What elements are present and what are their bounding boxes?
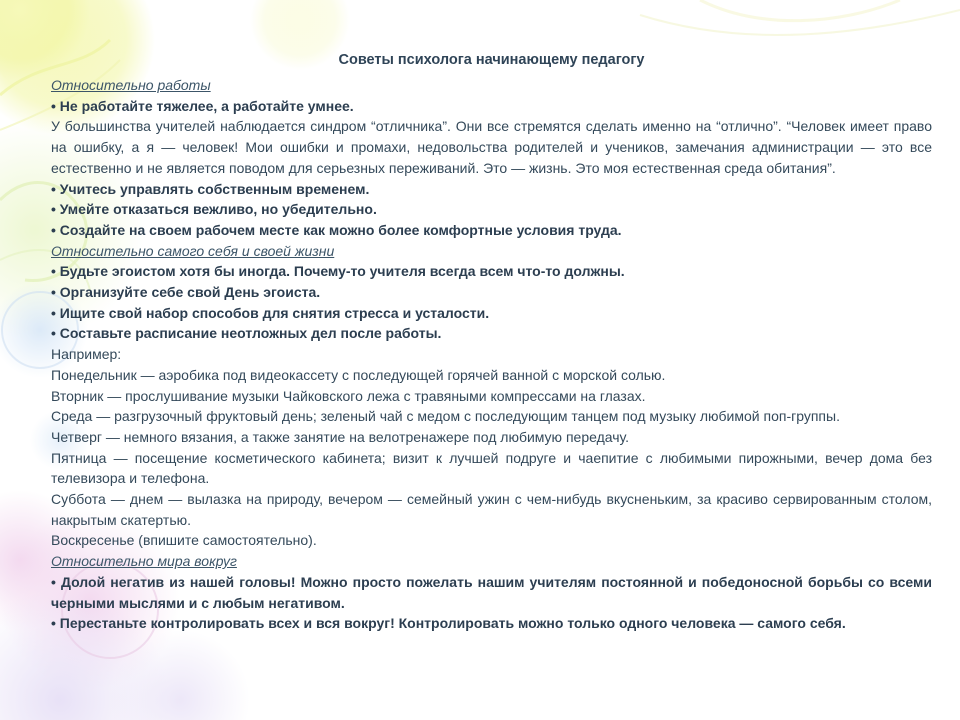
schedule-wednesday: Среда — разгрузочный фруктовый день; зеленый чай с медом с последующим танцем под музыку любимой поп-группы.	[51, 408, 840, 425]
tip-selfish-day: • Организуйте себе свой День эгоиста.	[51, 284, 321, 301]
tip-be-selfish: • Будьте эгоистом хотя бы иногда. Почему-то учителя всегда всем что-то должны.	[51, 263, 625, 280]
tip-refuse-politely: • Умейте отказаться вежливо, но убедительно.	[51, 201, 377, 218]
tip-comfortable-workplace: • Создайте на своем рабочем месте как можно более комфортные условия труда.	[51, 221, 622, 238]
example-intro: Например:	[51, 346, 122, 363]
section-heading-world: Относительно мира вокруг	[51, 553, 237, 570]
tip-work-smarter: • Не работайте тяжелее, а работайте умнее.	[51, 97, 354, 114]
section-heading-self: Относительно самого себя и своей жизни	[51, 242, 335, 259]
schedule-thursday: Четверг — немного вязания, а также занятие на велотренажере под любимую передачу.	[51, 428, 630, 445]
tip-after-work-schedule: • Составьте расписание неотложных дел после работы.	[51, 325, 442, 342]
schedule-saturday: Суббота — днем — вылазка на природу, вечером — семейный ужин с чем-нибудь вкусненьким, за красиво сервированным столом, накрытым скатертью.	[51, 491, 932, 528]
tip-no-negativity: • Долой негатив из нашей головы! Можно просто пожелать нашим учителям постоянной и победоносной борьбы со всеми черными мыслями и с любым негативом.	[51, 573, 932, 611]
tip-manage-time: • Учитесь управлять собственным временем.	[51, 180, 370, 197]
schedule-sunday: Воскресенье (впишите самостоятельно).	[51, 532, 317, 549]
schedule-friday: Пятница — посещение косметического кабинета; визит к лучшей подруге и чаепитие с любимыми пирожными, вечер дома без телевизора и телефона.	[51, 449, 932, 487]
paragraph-perfectionism: У большинства учителей наблюдается синдром “отличника”. Они все стремятся сделать именно на “отлично”. “Человек имеет право на ошибку, а я — человек! Мои ошибки и промахи, недовольства родителей и учеников, замечания администрации — это все естественно и не является поводом для серьезных переживаний. Это — жизнь. Это моя естественная среда обитания”.	[51, 118, 932, 176]
schedule-monday: Понедельник — аэробика под видеокассету с последующей горячей ванной с морской солью.	[51, 366, 666, 383]
slide-content	[51, 50, 932, 634]
schedule-tuesday: Вторник — прослушивание музыки Чайковского лежа с травяными компрессами на глазах.	[51, 387, 646, 404]
tip-stop-controlling: • Перестаньте контролировать всех и вся вокруг! Контролировать можно только одного человека — самого себя.	[51, 615, 846, 632]
section-heading-work: Относительно работы	[51, 77, 211, 93]
slide-title: Советы психолога начинающему педагогу	[338, 52, 645, 68]
tip-stress-relief: • Ищите свой набор способов для снятия стресса и усталости.	[51, 304, 490, 321]
